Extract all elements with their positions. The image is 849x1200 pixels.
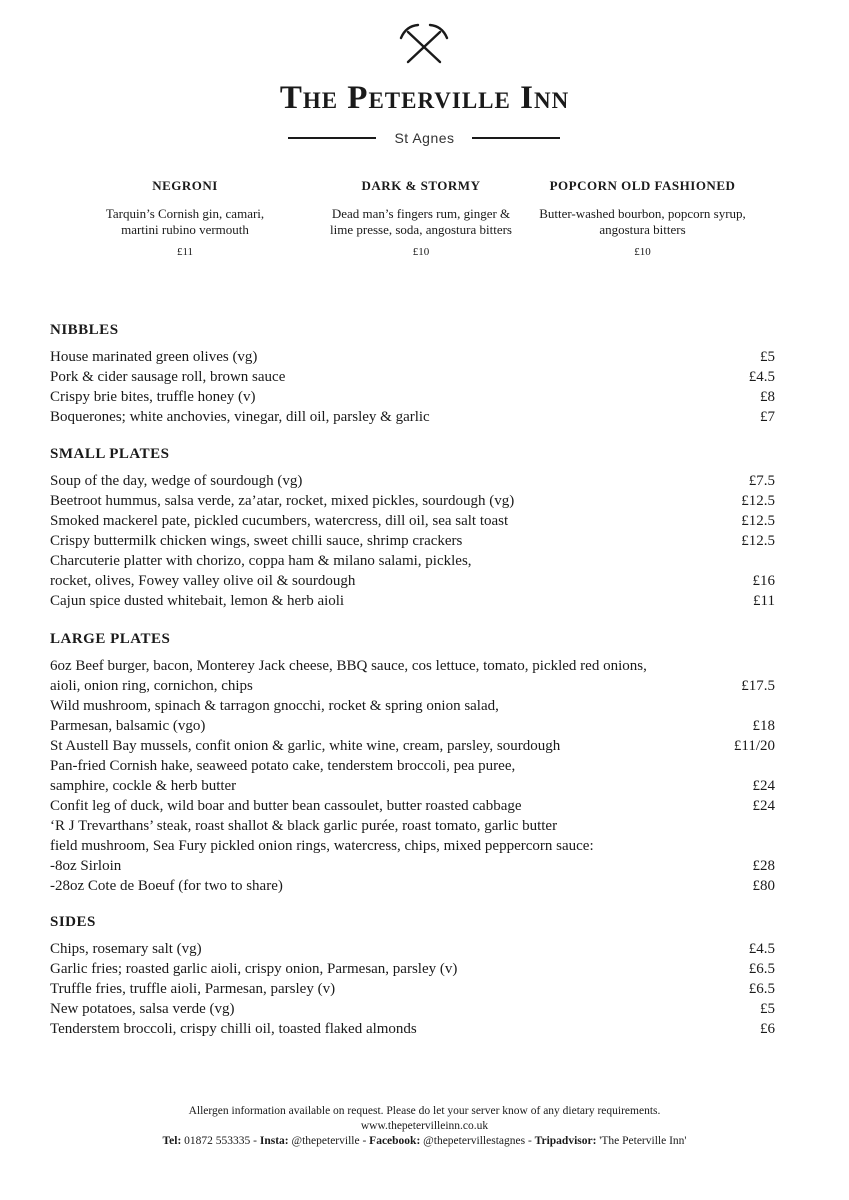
menu-item — [50, 347, 775, 367]
item-description: Pork & cider sausage roll, brown sauce — [50, 369, 286, 385]
menu-item — [50, 756, 775, 796]
item-description: -28oz Cote de Boeuf (for two to share) — [50, 878, 283, 894]
menu-item — [50, 407, 775, 427]
cocktail-popcorn-old-fashioned — [530, 178, 755, 260]
tel-label: Tel: — [162, 1135, 182, 1147]
item-price: £4.5 — [748, 369, 775, 385]
menu-item — [50, 736, 775, 756]
item-description: Soup of the day, wedge of sourdough (vg) — [50, 473, 303, 489]
section-heading: NIBBLES — [50, 322, 119, 338]
item-price: £80 — [752, 878, 775, 894]
cocktail-price: £10 — [634, 246, 651, 258]
item-price: £18 — [752, 718, 775, 734]
item-price: £8 — [760, 389, 775, 405]
menu-item — [50, 796, 775, 816]
section-heading: LARGE PLATES — [50, 631, 171, 647]
item-description: Crispy brie bites, truffle honey (v) — [50, 389, 256, 405]
item-price: £16 — [752, 573, 775, 589]
section-heading: SIDES — [50, 914, 96, 930]
item-price: £12.5 — [741, 513, 775, 529]
section-small-plates — [50, 444, 775, 611]
cocktail-name: POPCORN OLD FASHIONED — [549, 178, 736, 193]
item-description: Crispy buttermilk chicken wings, sweet chilli sauce, shrimp crackers — [50, 533, 463, 549]
menu-item — [50, 1019, 775, 1039]
menu-item — [50, 816, 775, 876]
item-description: Tenderstem broccoli, crispy chilli oil, toasted flaked almonds — [50, 1021, 417, 1037]
cocktail-name: NEGRONI — [152, 178, 218, 193]
menu-item — [50, 959, 775, 979]
item-description: 6oz Beef burger, bacon, Monterey Jack cheese, BBQ sauce, cos lettuce, tomato, pickled red onions, — [50, 658, 647, 674]
item-price: £12.5 — [741, 493, 775, 509]
item-price: £6 — [760, 1021, 775, 1037]
menu-item — [50, 531, 775, 551]
item-description: aioli, onion ring, cornichon, chips — [50, 678, 253, 694]
item-description: Truffle fries, truffle aioli, Parmesan, parsley (v) — [50, 981, 336, 997]
cocktail-price: £11 — [176, 246, 194, 258]
item-description: House marinated green olives (vg) — [50, 349, 258, 365]
cocktail-name: DARK & STORMY — [361, 178, 481, 193]
section-sides — [50, 912, 775, 1039]
item-description: Beetroot hummus, salsa verde, za’atar, rocket, mixed pickles, sourdough (vg) — [50, 493, 515, 509]
item-description: rocket, olives, Fowey valley olive oil & sourdough — [50, 573, 356, 589]
cocktail-negroni — [105, 178, 265, 260]
menu-item — [50, 696, 775, 736]
item-description: Cajun spice dusted whitebait, lemon & herb aioli — [50, 593, 345, 609]
facebook-value: @thepetervillestagnes - — [420, 1135, 535, 1147]
item-price: £4.5 — [748, 941, 775, 957]
item-price: £7.5 — [748, 473, 775, 489]
contact-line — [0, 1134, 849, 1149]
allergen-note: Allergen information available on request. Please do let your server know of any dietary requirements. — [188, 1105, 661, 1117]
menu-item — [50, 999, 775, 1019]
insta-label: Insta: — [259, 1135, 289, 1147]
menu-item — [50, 511, 775, 531]
section-heading: SMALL PLATES — [50, 446, 170, 462]
menu-item — [50, 656, 775, 696]
item-price: £12.5 — [741, 533, 775, 549]
item-description: Smoked mackerel pate, pickled cucumbers, watercress, dill oil, sea salt toast — [50, 513, 509, 529]
item-description: Charcuterie platter with chorizo, coppa ham & milano salami, pickles, — [50, 553, 472, 569]
menu-item — [50, 591, 775, 611]
item-price: £17.5 — [741, 678, 775, 694]
item-price: £6.5 — [748, 981, 775, 997]
item-price: £24 — [752, 798, 775, 814]
tripadvisor-label: Tripadvisor: — [534, 1135, 597, 1147]
item-price: £6.5 — [748, 961, 775, 977]
item-description: Boquerones; white anchovies, vinegar, dill oil, parsley & garlic — [50, 409, 430, 425]
item-price: £11/20 — [733, 738, 775, 754]
cocktail-dark-and-stormy — [330, 178, 512, 260]
item-description: Wild mushroom, spinach & tarragon gnocchi, rocket & spring onion salad, — [50, 698, 499, 714]
cocktail-description: Tarquin’s Cornish gin, camari, martini rubino vermouth — [105, 206, 265, 237]
item-description: Parmesan, balsamic (vgo) — [50, 718, 206, 734]
cocktail-description: Butter-washed bourbon, popcorn syrup, angostura bitters — [539, 206, 746, 237]
section-nibbles — [50, 320, 775, 427]
menu-item — [50, 979, 775, 999]
item-price: £11 — [753, 593, 775, 609]
menu-item — [50, 551, 775, 591]
item-description: New potatoes, salsa verde (vg) — [50, 1001, 235, 1017]
item-description: Confit leg of duck, wild boar and butter bean cassoulet, butter roasted cabbage — [50, 798, 522, 814]
item-price: £5 — [760, 349, 775, 365]
website-link[interactable]: www.thepetervilleinn.co.uk — [360, 1120, 489, 1132]
item-description: St Austell Bay mussels, confit onion & garlic, white wine, cream, parsley, sourdough — [50, 738, 561, 754]
item-price: £5 — [760, 1001, 775, 1017]
menu-item — [50, 491, 775, 511]
menu-item — [50, 471, 775, 491]
menu-item — [50, 939, 775, 959]
item-description: Pan-fried Cornish hake, seaweed potato cake, tenderstem broccoli, pea puree, — [50, 758, 516, 774]
item-price: £24 — [752, 778, 775, 794]
cocktail-price: £10 — [412, 246, 430, 258]
facebook-label: Facebook: — [369, 1135, 421, 1147]
menu-item — [50, 876, 775, 896]
item-description: ‘R J Trevarthans’ steak, roast shallot & black garlic purée, roast tomato, garlic butter — [50, 818, 558, 834]
cocktail-description: Dead man’s fingers rum, ginger & lime presse, soda, angostura bitters — [330, 206, 512, 237]
tel-value: 01872 553335 - — [181, 1135, 260, 1147]
item-description: -8oz Sirloin — [50, 858, 122, 874]
section-large-plates — [50, 629, 775, 896]
item-description: field mushroom, Sea Fury pickled onion rings, watercress, chips, mixed peppercorn sauce: — [50, 838, 594, 854]
item-description: Chips, rosemary salt (vg) — [50, 941, 202, 957]
menu-item — [50, 387, 775, 407]
crossed-pickaxes-icon — [398, 22, 450, 66]
location-subtitle: St Agnes — [394, 130, 455, 146]
divider-right — [472, 137, 560, 139]
page-title: The Peterville Inn — [279, 80, 570, 116]
menu-item — [50, 367, 775, 387]
item-description: Garlic fries; roasted garlic aioli, crispy onion, Parmesan, parsley (v) — [50, 961, 458, 977]
item-price: £28 — [752, 858, 775, 874]
item-description: samphire, cockle & herb butter — [50, 778, 237, 794]
tripadvisor-value: 'The Peterville Inn' — [596, 1135, 687, 1147]
insta-value: @thepeterville - — [288, 1135, 370, 1147]
item-price: £7 — [760, 409, 775, 425]
footer — [0, 1104, 849, 1149]
